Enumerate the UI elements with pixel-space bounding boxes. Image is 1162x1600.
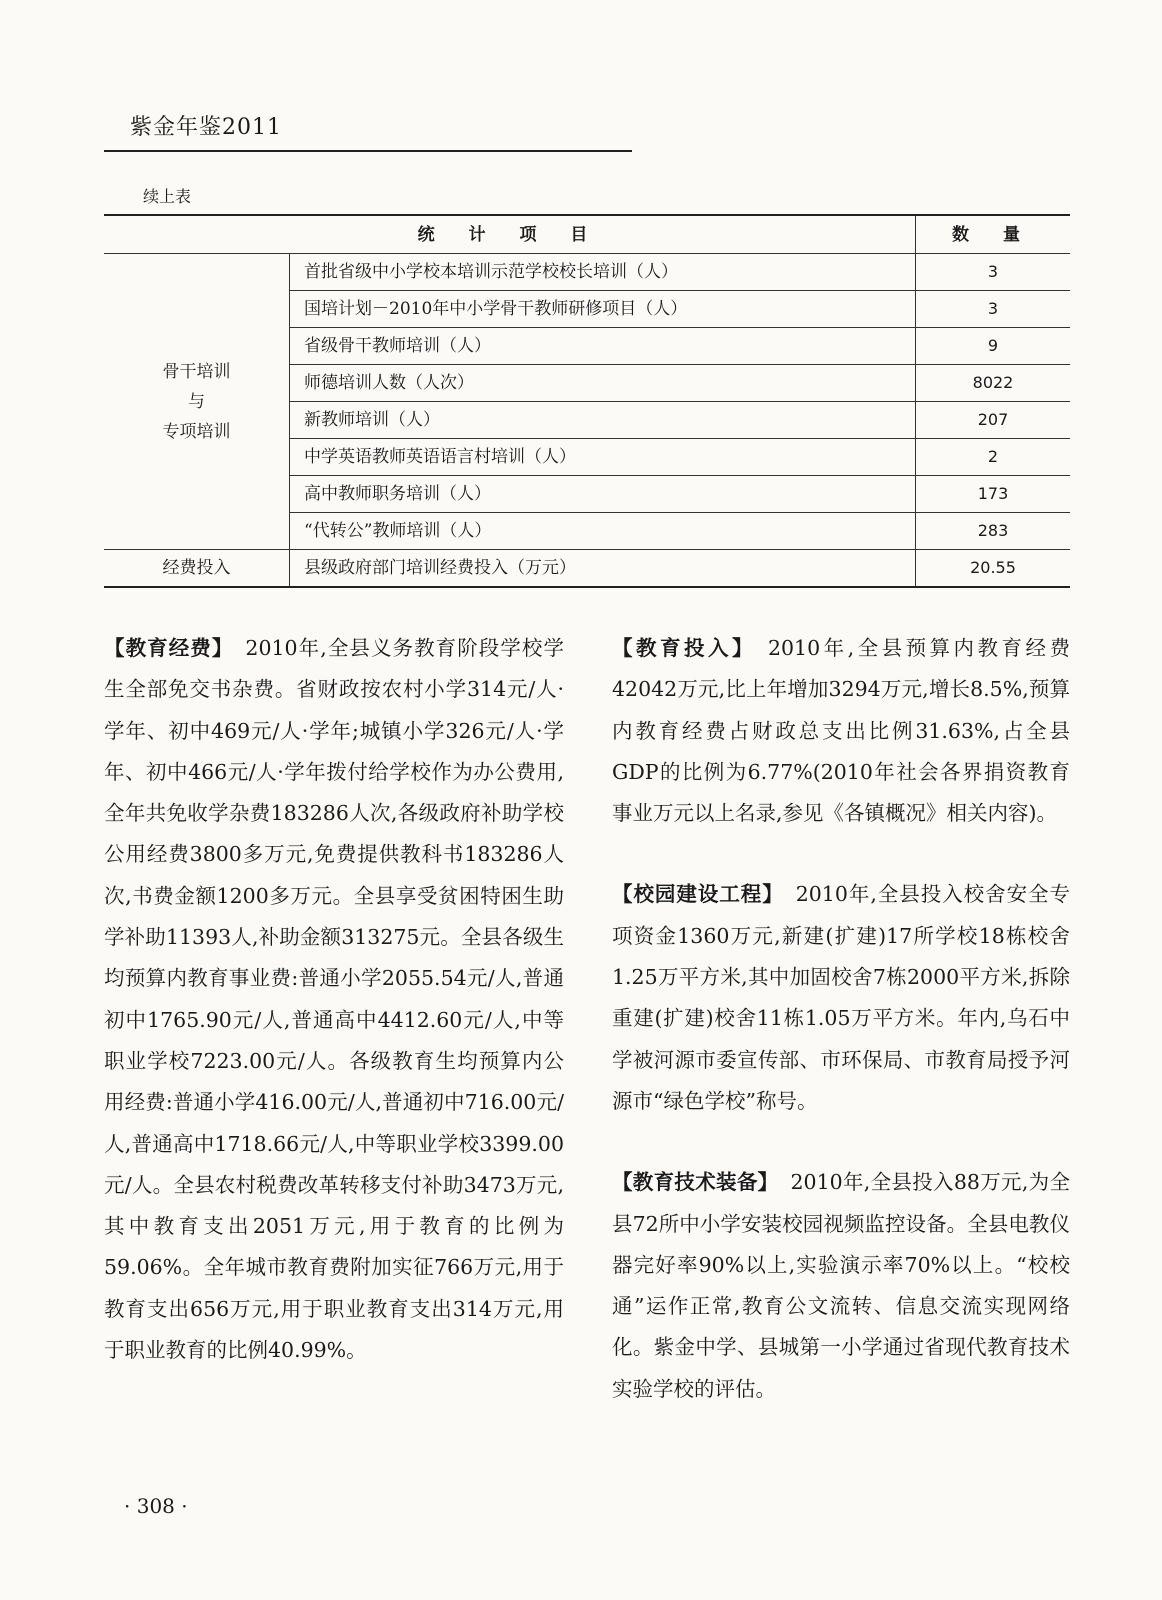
table-row bbox=[104, 254, 1070, 291]
section-text: 2010年,全县预算内教育经费42042万元,比上年增加3294万元,增长8.5%,预算内教育经费占财政总支出比例31.63%,占全县GDP的比例为6.77%(2010年社会各界捐资教育事业万元以上名录,参见《各镇概况》相关内容)。 bbox=[612, 636, 1071, 826]
group-label-line: 骨干培训 bbox=[162, 361, 231, 382]
table-caption: 续上表 bbox=[143, 187, 192, 206]
section-text: 2010年,全县投入校舍安全专项资金1360万元,新建(扩建)17所学校18栋校舍1.25万平方米,其中加固校舍7栋2000平方米,拆除重建(扩建)校舍11栋1.05万平方米。年内,乌石中学被河源市委宣传部、市环保局、市教育局授予河源市“绿色学校”称号。 bbox=[612, 882, 1071, 1113]
section-education-investment bbox=[612, 628, 1070, 834]
row-qty: 173 bbox=[916, 476, 1071, 513]
row-item: 高中教师职务培训（人） bbox=[290, 476, 916, 513]
row-item: 国培计划－2010年中小学骨干教师研修项目（人） bbox=[290, 291, 916, 328]
header-rule bbox=[104, 150, 632, 152]
row-qty: 3 bbox=[916, 254, 1071, 291]
group-label-training bbox=[104, 254, 290, 550]
group-label-line: 与 bbox=[188, 391, 205, 412]
row-item: 县级政府部门培训经费投入（万元） bbox=[290, 550, 916, 588]
row-item: 首批省级中小学校本培训示范学校校长培训（人） bbox=[290, 254, 916, 291]
group-label-line: 专项培训 bbox=[162, 421, 231, 442]
left-column bbox=[104, 628, 564, 1371]
table-row bbox=[104, 550, 1070, 588]
row-item: “代转公”教师培训（人） bbox=[290, 513, 916, 550]
group-label-line: 经费投入 bbox=[162, 558, 231, 578]
section-heading: 【教育投入】 bbox=[612, 636, 756, 660]
section-heading: 【教育技术装备】 bbox=[612, 1170, 779, 1195]
row-item: 中学英语教师英语语言村培训（人） bbox=[290, 439, 916, 476]
statistics-table bbox=[104, 214, 1070, 588]
row-qty: 283 bbox=[916, 513, 1071, 550]
header-item: 统 计 项 目 bbox=[104, 215, 916, 254]
page-number: · 308 · bbox=[124, 1494, 188, 1518]
section-education-technology bbox=[612, 1162, 1070, 1410]
row-item: 省级骨干教师培训（人） bbox=[290, 328, 916, 365]
header-qty: 数 量 bbox=[916, 215, 1071, 254]
section-text: 2010年,全县义务教育阶段学校学生全部免交书杂费。省财政按农村小学314元/人·学年、初中469元/人·学年;城镇小学326元/人·学年、初中466元/人·学年拨付给学校作为办公费用,全年共免收学杂费183286人次,各级政府补助学校公用经费3800多万元,免费提供教科书183286人次,书费金额1200多万元。全县享受贫困特困生助学补助11393人,补助金额313275元。全县各级生均预算内教育事业费:普通小学2055.54元/人,普通初中1765.90元/人,普通高中4412.60元/人,中等职业学校7223.00元/人。各级教育生均预算内公用经费:普通小学416.00元/人,普通初中716.00元/人,普通高中1718.66元/人,中等职业学校3399.00元/人。全县农村税费改革转移支付补助3473万元,其中教育支出2051万元,用于教育的比例为59.06%。全年城市教育费附加实征766万元,用于教育支出656万元,用于职业教育支出314万元,用于职业教育的比例40.99%。 bbox=[104, 636, 565, 1363]
group-label-funding bbox=[104, 550, 290, 588]
row-qty: 20.55 bbox=[916, 550, 1071, 588]
row-qty: 3 bbox=[916, 291, 1071, 328]
row-qty: 207 bbox=[916, 402, 1071, 439]
yearbook-title: 紫金年鉴2011 bbox=[130, 115, 282, 140]
right-column bbox=[612, 628, 1070, 1410]
section-heading: 【校园建设工程】 bbox=[612, 882, 784, 907]
row-item: 师德培训人数（人次） bbox=[290, 365, 916, 402]
row-item: 新教师培训（人） bbox=[290, 402, 916, 439]
section-education-funds bbox=[104, 628, 564, 1371]
row-qty: 2 bbox=[916, 439, 1071, 476]
section-campus-construction bbox=[612, 874, 1070, 1122]
section-text: 2010年,全县投入88万元,为全县72所中小学安装校园视频监控设备。全县电教仪器完好率90%以上,实验演示率70%以上。“校校通”运作正常,教育公文流转、信息交流实现网络化。紫金中学、县城第一小学通过省现代教育技术实验学校的评估。 bbox=[612, 1170, 1070, 1401]
section-heading: 【教育经费】 bbox=[104, 636, 234, 660]
row-qty: 9 bbox=[916, 328, 1071, 365]
row-qty: 8022 bbox=[916, 365, 1071, 402]
